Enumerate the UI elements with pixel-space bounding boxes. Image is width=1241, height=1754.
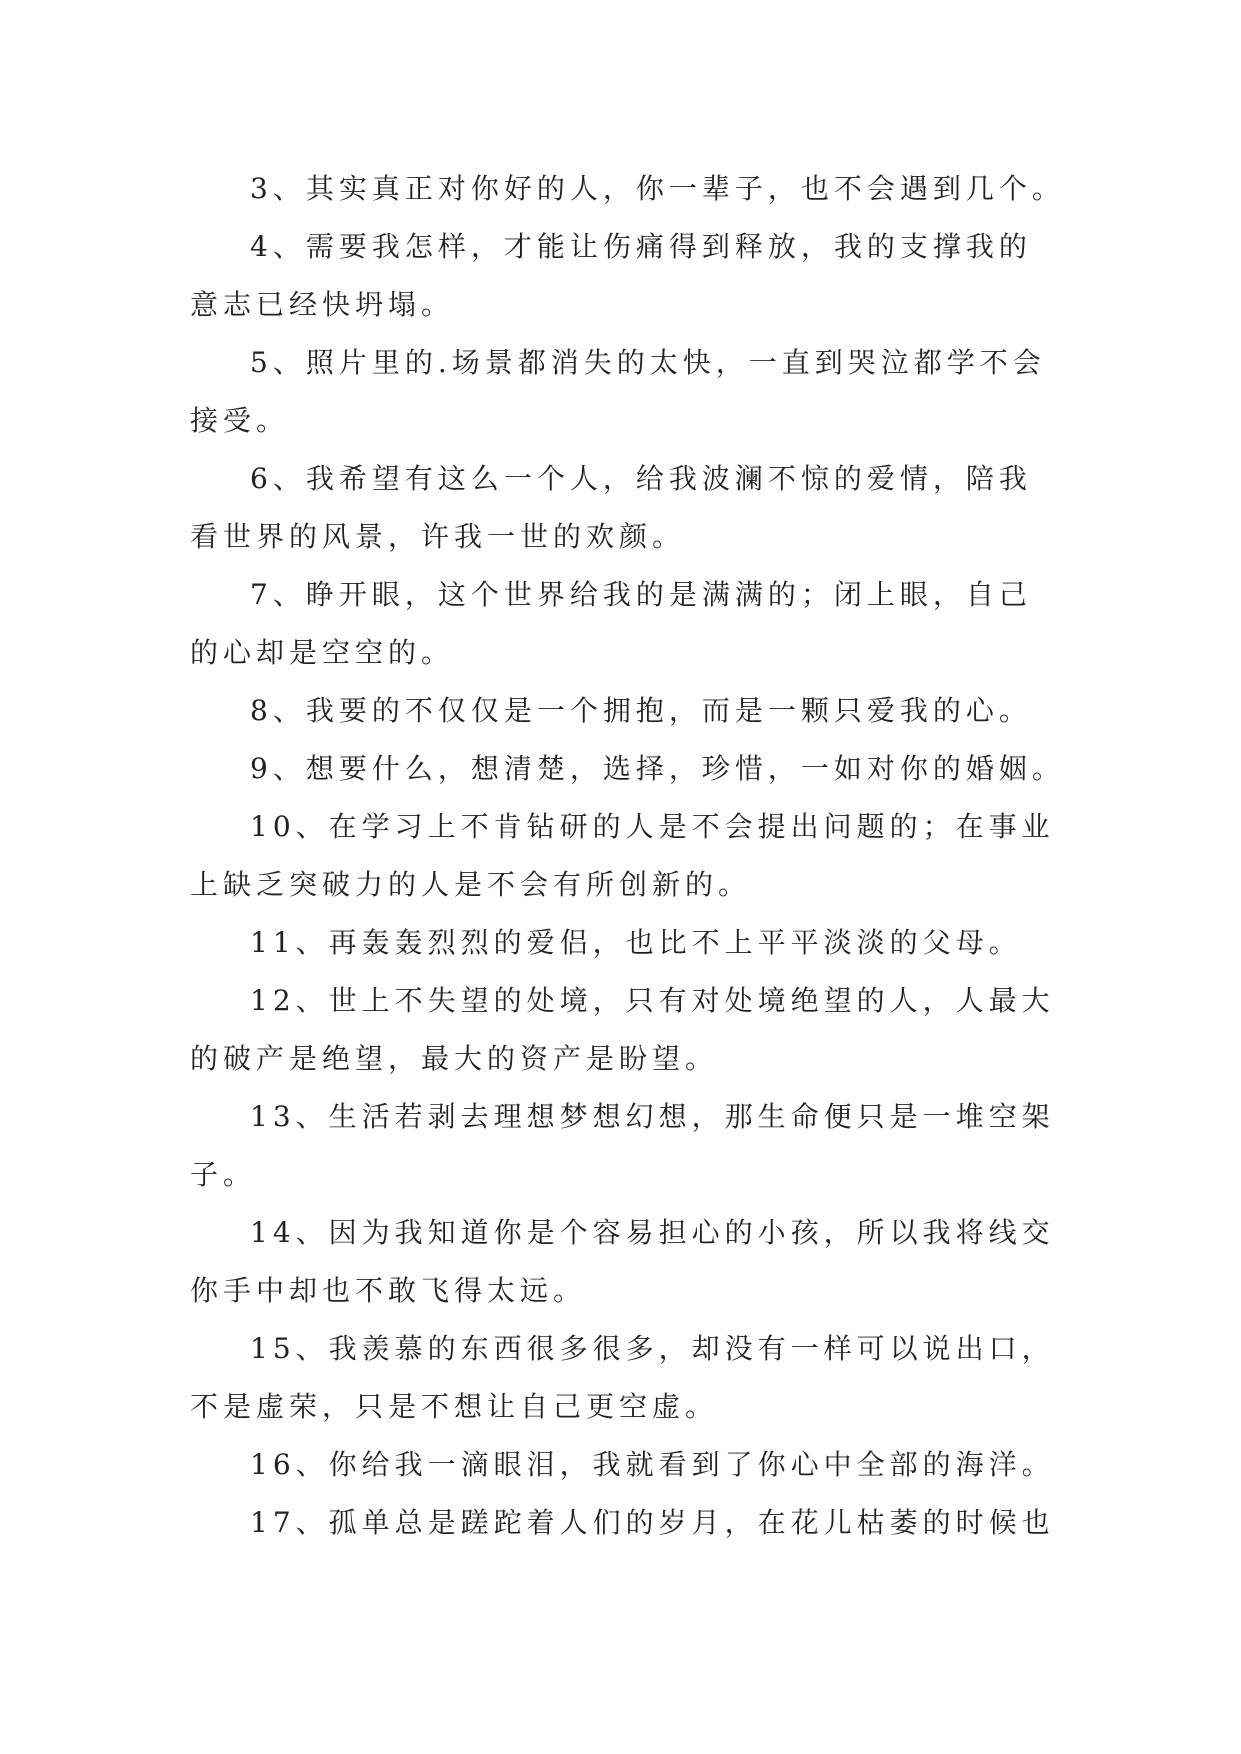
document-body xyxy=(190,160,1070,1552)
paragraph-12 xyxy=(190,972,1070,1088)
paragraph-17 xyxy=(190,1494,1070,1552)
paragraph-6 xyxy=(190,450,1070,566)
paragraph-line: 不是虚荣，只是不想让自己更空虚。 xyxy=(190,1390,719,1423)
paragraph-line: 7、睁开眼，这个世界给我的是满满的；闭上眼，自己 xyxy=(250,578,1032,611)
paragraph-7 xyxy=(190,566,1070,682)
paragraph-line: 10、在学习上不肯钻研的人是不会提出问题的；在事业 xyxy=(250,810,1055,843)
paragraph-14 xyxy=(190,1204,1070,1320)
paragraph-line: 17、孤单总是蹉跎着人们的岁月，在花儿枯萎的时候也 xyxy=(250,1506,1055,1539)
paragraph-line: 11、再轰轰烈烈的爱侣，也比不上平平淡淡的父母。 xyxy=(250,926,1022,959)
paragraph-13 xyxy=(190,1088,1070,1204)
paragraph-line: 6、我希望有这么一个人，给我波澜不惊的爱情，陪我 xyxy=(250,462,1032,495)
paragraph-line: 看世界的风景，许我一世的欢颜。 xyxy=(190,520,686,553)
paragraph-5 xyxy=(190,334,1070,450)
paragraph-line: 的心却是空空的。 xyxy=(190,636,455,669)
paragraph-10 xyxy=(190,798,1070,914)
paragraph-line: 子。 xyxy=(190,1158,257,1191)
paragraph-15 xyxy=(190,1320,1070,1436)
paragraph-line: 上缺乏突破力的人是不会有所创新的。 xyxy=(190,868,752,901)
paragraph-line: 16、你给我一滴眼泪，我就看到了你心中全部的海洋。 xyxy=(250,1448,1055,1481)
paragraph-line: 3、其实真正对你好的人，你一辈子，也不会遇到几个。 xyxy=(250,172,1065,205)
paragraph-line: 接受。 xyxy=(190,404,290,437)
paragraph-line: 15、我羡慕的东西很多很多，却没有一样可以说出口， xyxy=(250,1332,1055,1365)
paragraph-line: 8、我要的不仅仅是一个拥抱，而是一颗只爱我的心。 xyxy=(250,694,1032,727)
paragraph-line: 14、因为我知道你是个容易担心的小孩，所以我将线交 xyxy=(250,1216,1055,1249)
paragraph-4 xyxy=(190,218,1070,334)
paragraph-line: 13、生活若剥去理想梦想幻想，那生命便只是一堆空架 xyxy=(250,1100,1055,1133)
paragraph-11 xyxy=(190,914,1070,972)
paragraph-16 xyxy=(190,1436,1070,1494)
paragraph-line: 意志已经快坍塌。 xyxy=(190,288,455,321)
paragraph-line: 的破产是绝望，最大的资产是盼望。 xyxy=(190,1042,719,1075)
paragraph-line: 你手中却也不敢飞得太远。 xyxy=(190,1274,587,1307)
paragraph-line: 4、需要我怎样，才能让伤痛得到释放，我的支撑我的 xyxy=(250,230,1032,263)
paragraph-3 xyxy=(190,160,1070,218)
paragraph-line: 5、照片里的.场景都消失的太快，一直到哭泣都学不会 xyxy=(250,346,1046,379)
paragraph-line: 12、世上不失望的处境，只有对处境绝望的人，人最大 xyxy=(250,984,1055,1017)
paragraph-8 xyxy=(190,682,1070,740)
paragraph-line: 9、想要什么，想清楚，选择，珍惜，一如对你的婚姻。 xyxy=(250,752,1065,785)
paragraph-9 xyxy=(190,740,1070,798)
